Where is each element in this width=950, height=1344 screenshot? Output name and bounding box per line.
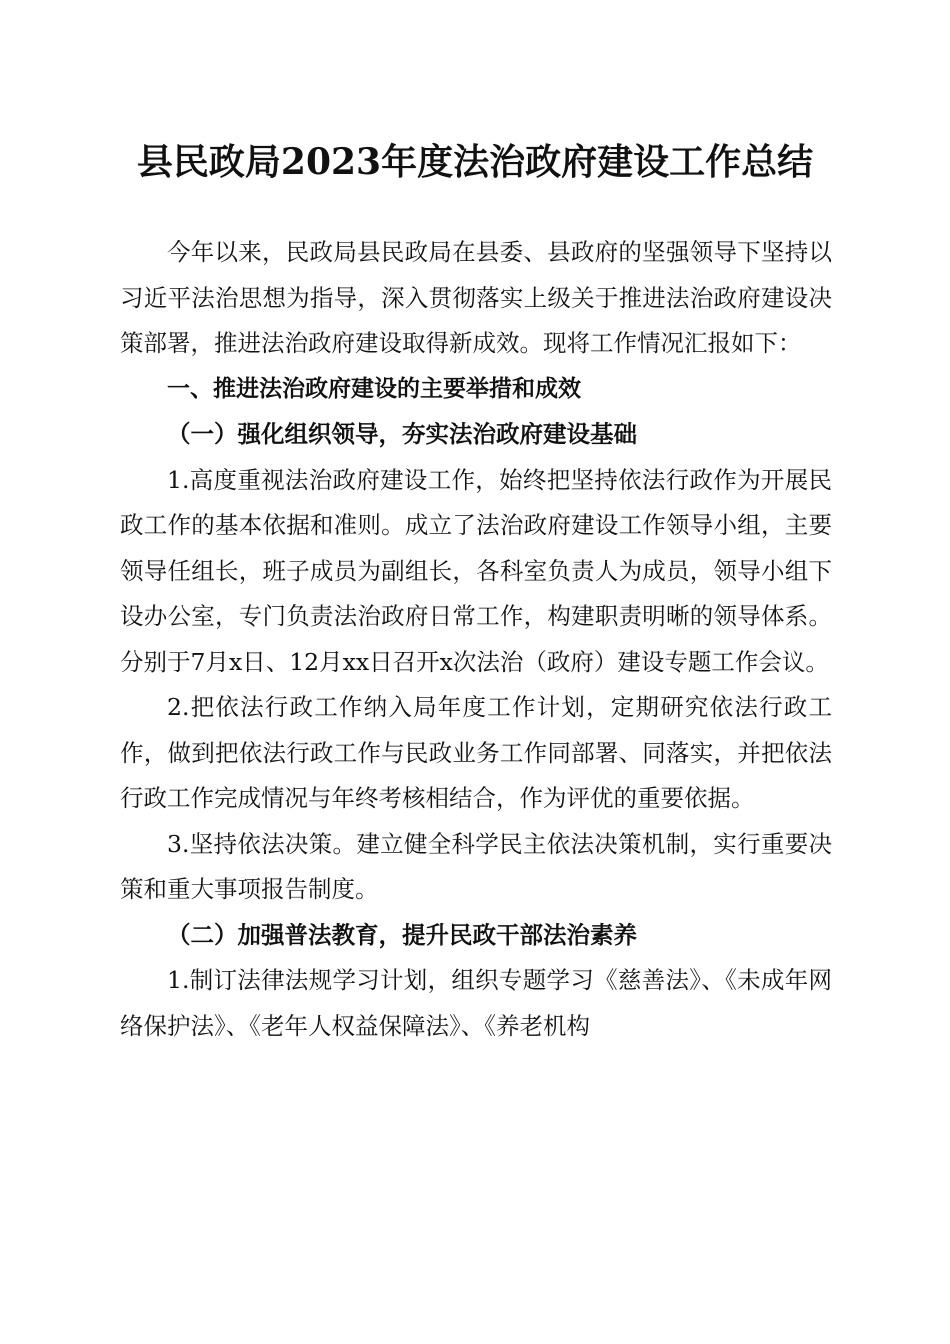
- paragraph-2-1: 1.制订法律法规学习计划，组织专题学习《慈善法》、《未成年网络保护法》、《老年人权益保障法》、《养老机构: [120, 966, 832, 1040]
- paragraph-1-2: 2.把依法行政工作纳入局年度工作计划，定期研究依法行政工作，做到把依法行政工作与民政业务工作同部署、同落实，并把依法行政工作完成情况与年终考核相结合，作为评优的重要依据。: [120, 693, 832, 812]
- subsection-heading-2: （二）加强普法教育，提升民政干部法治素养: [167, 920, 637, 949]
- intro-paragraph: 今年以来，民政局县民政局在县委、县政府的坚强领导下坚持以习近平法治思想为指导，深入贯彻落实上级关于推进法治政府建设决策部署，推进法治政府建设取得新成效。现将工作情况汇报如下：: [120, 238, 832, 357]
- document-title: 县民政局2023年度法治政府建设工作总结: [136, 141, 814, 183]
- subsection-heading-1: （一）强化组织领导，夯实法治政府建设基础: [167, 420, 637, 448]
- paragraph-1-1: 1.高度重视法治政府建设工作，始终把坚持依法行政作为开展民政工作的基本依据和准则。成立了法治政府建设工作领导小组，主要领导任组长，班子成员为副组长，各科室负责人为成员，领导小组下设办公室，专门负责法治政府日常工作，构建职责明晰的领导体系。分别于7月x日、12月xx日召开x次法治（政府）建设专题工作会议。: [120, 465, 832, 676]
- paragraph-1-3: 3.坚持依法决策。建立健全科学民主依法决策机制，实行重要决策和重大事项报告制度。: [120, 829, 832, 903]
- document-body: [120, 230, 832, 1049]
- section-heading-1: 一、推进法治政府建设的主要举措和成效: [167, 375, 581, 402]
